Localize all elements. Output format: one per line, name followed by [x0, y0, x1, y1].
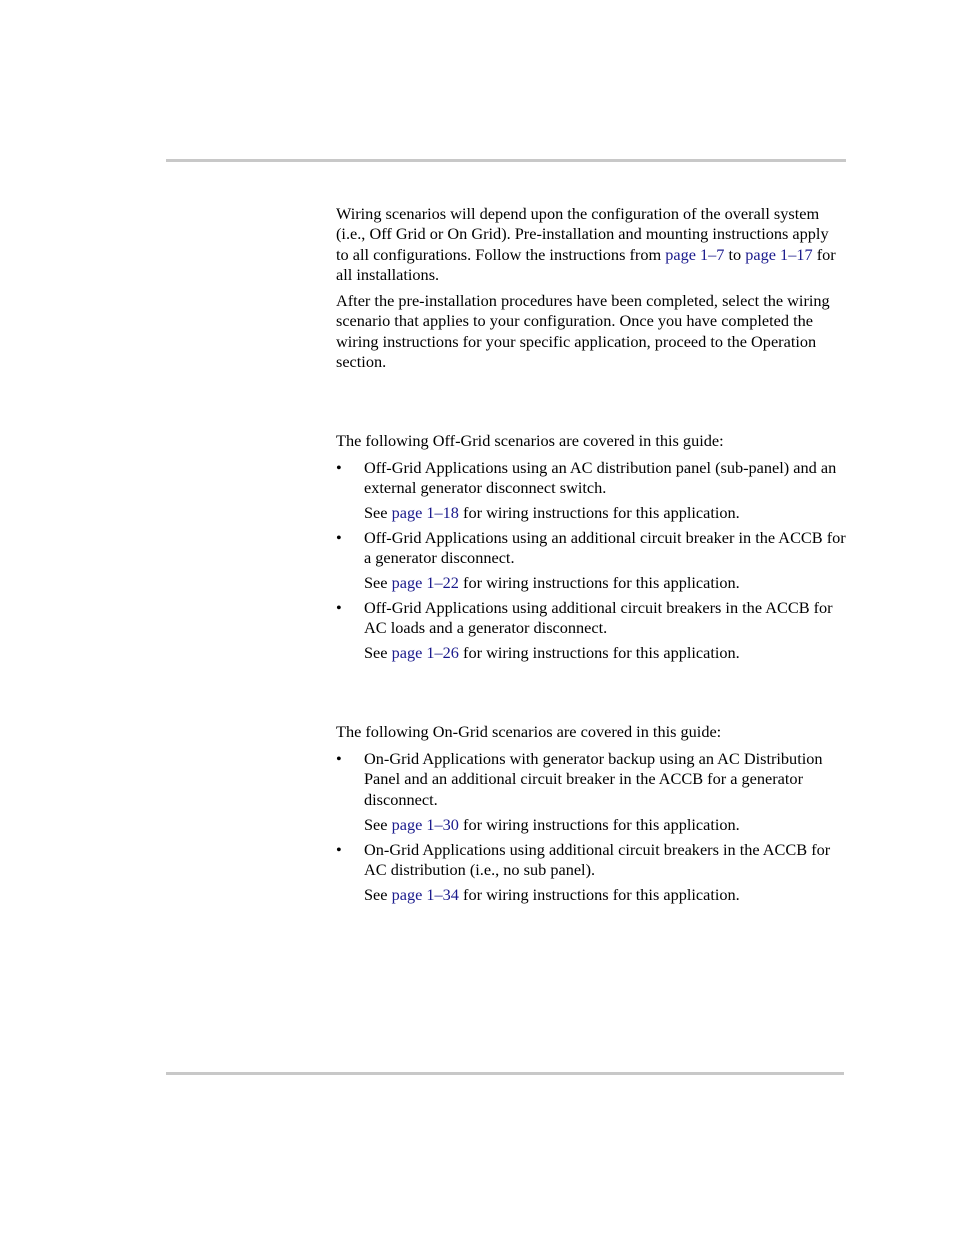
header-rule — [166, 159, 846, 162]
bullet-icon: • — [336, 458, 342, 477]
link-page-1-7[interactable]: page 1–7 — [665, 244, 725, 264]
footer-rule — [166, 1072, 844, 1075]
off-grid-see-2: See page 1–22 for wiring instructions for this application. — [364, 573, 740, 592]
off-grid-item-2: Off-Grid Applications using an additional circuit breaker in the ACCB for a generator disconnect. — [364, 528, 846, 568]
on-grid-item-1: On-Grid Applications with generator backup using an AC Distribution Panel and an additional circuit breaker in the ACCB for a generator disconnect. — [364, 749, 823, 809]
off-grid-item-3: Off-Grid Applications using additional circuit breakers in the ACCB for AC loads and a generator disconnect. — [364, 598, 833, 638]
intro-text-c: for all installations. — [336, 244, 836, 284]
on-grid-see-2: See page 1–34 for wiring instructions for this application. — [364, 885, 740, 904]
intro-paragraph-2: After the pre-installation procedures have been completed, select the wiring scenario that applies to your configuration. Once you have completed the wiring instructions for your specific application, proceed to the Operation section. — [336, 291, 830, 371]
link-page-1-17[interactable]: page 1–17 — [745, 244, 813, 264]
link-page-1-34[interactable]: page 1–34 — [391, 885, 459, 904]
on-grid-see-1: See page 1–30 for wiring instructions for this application. — [364, 815, 740, 834]
intro-text-a: Wiring scenarios will depend upon the configuration of the overall system (i.e., Off Grid or On Grid). Pre-installation and mounting instructions apply to all configurations. Follow the instructions from — [336, 204, 829, 264]
bullet-icon: • — [336, 598, 342, 617]
off-grid-lead: The following Off-Grid scenarios are covered in this guide: — [336, 431, 724, 450]
bullet-icon: • — [336, 528, 342, 547]
off-grid-item-1: Off-Grid Applications using an AC distribution panel (sub-panel) and an external generator disconnect switch. — [364, 458, 837, 498]
on-grid-item-2: On-Grid Applications using additional circuit breakers in the ACCB for AC distribution (i.e., no sub panel). — [364, 840, 831, 880]
link-page-1-18[interactable]: page 1–18 — [391, 503, 459, 522]
link-page-1-26[interactable]: page 1–26 — [391, 643, 459, 662]
intro-text-b: to — [724, 244, 746, 264]
intro-paragraph-1 — [336, 204, 844, 285]
bullet-icon: • — [336, 840, 342, 859]
link-page-1-30[interactable]: page 1–30 — [391, 815, 459, 834]
off-grid-see-3: See page 1–26 for wiring instructions for this application. — [364, 643, 740, 662]
on-grid-lead: The following On-Grid scenarios are covered in this guide: — [336, 722, 722, 741]
bullet-icon: • — [336, 749, 342, 768]
off-grid-see-1: See page 1–18 for wiring instructions for this application. — [364, 503, 740, 522]
link-page-1-22[interactable]: page 1–22 — [391, 573, 459, 592]
